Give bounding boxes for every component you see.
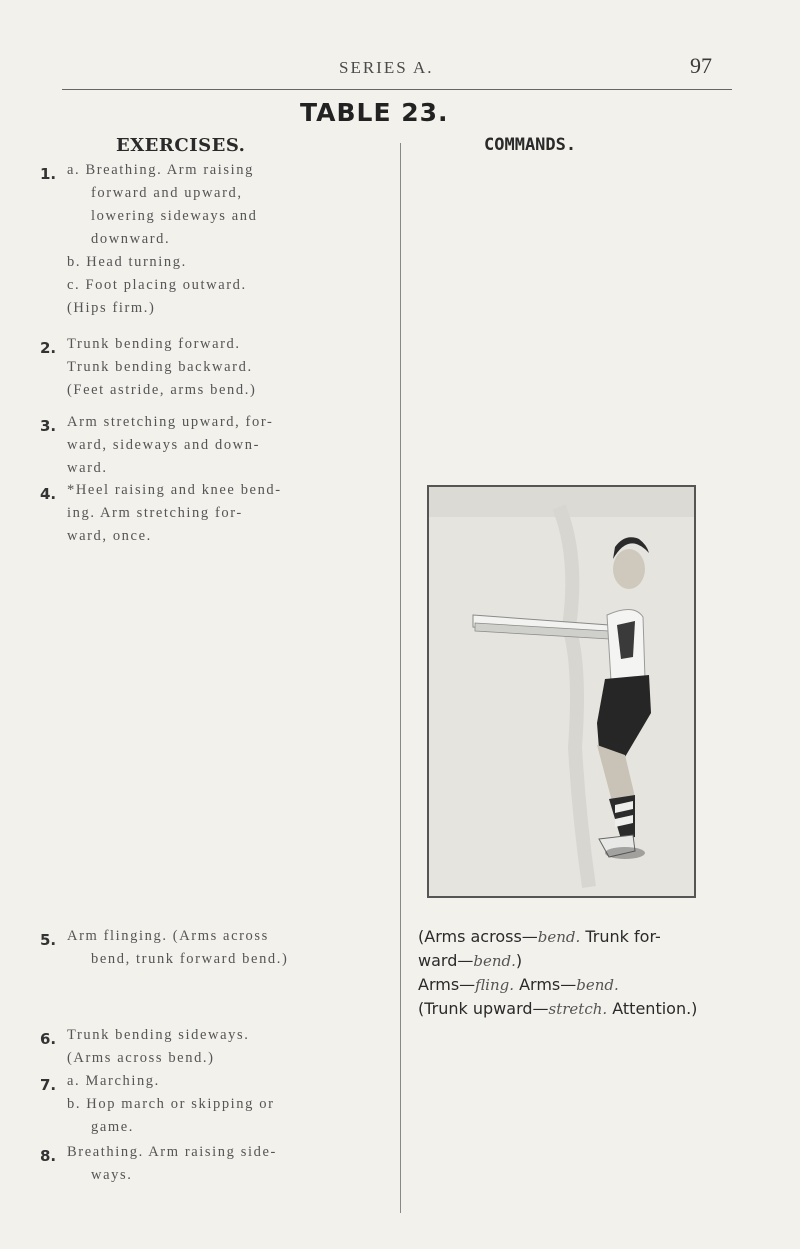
command-emphasis: bend.	[576, 976, 619, 994]
exercise-line: game.	[91, 1119, 135, 1135]
exercise-number: 1.	[40, 165, 57, 183]
exercise-line: a. Marching.	[67, 1073, 160, 1089]
exercise-line: lowering sideways and	[91, 208, 258, 224]
command-text: ward—	[418, 951, 474, 970]
command-text: Arms—	[418, 975, 476, 994]
exercise-number: 4.	[40, 485, 57, 503]
exercise-line: ways.	[91, 1167, 133, 1183]
column-divider	[400, 143, 401, 1213]
command-emphasis: bend.	[537, 928, 581, 946]
command-emphasis: stretch.	[548, 1000, 608, 1018]
exercise-line: c. Foot placing outward.	[67, 277, 247, 293]
exercise-line: (Arms across bend.)	[67, 1050, 215, 1066]
command-line	[418, 951, 522, 970]
command-text: Arms—	[514, 975, 577, 994]
command-text: (Trunk upward—	[418, 999, 549, 1018]
commands-heading: COMMANDS.	[484, 135, 577, 155]
exercise-line: (Feet astride, arms bend.)	[67, 382, 257, 398]
command-line	[418, 999, 697, 1018]
exercise-line: ward.	[67, 460, 108, 476]
exercises-heading: EXERCISES.	[116, 135, 246, 156]
exercise-line: b. Head turning.	[67, 254, 187, 270]
exercise-line: Arm stretching upward, for-	[67, 414, 274, 430]
exercise-line: a. Breathing. Arm raising	[67, 162, 254, 178]
exercise-line: Trunk bending backward.	[67, 359, 253, 375]
exercise-line: downward.	[91, 231, 171, 247]
exercise-photograph	[427, 485, 696, 898]
command-text: Trunk for-	[580, 927, 661, 946]
command-line	[418, 975, 619, 994]
exercise-number: 5.	[40, 931, 57, 949]
command-text: Attention.)	[607, 999, 698, 1018]
header-rule	[62, 89, 732, 90]
exercise-number: 8.	[40, 1147, 57, 1165]
exercise-number: 6.	[40, 1030, 57, 1048]
exercise-line: ward, once.	[67, 528, 152, 544]
exercise-line: Trunk bending forward.	[67, 336, 241, 352]
exercise-line: ing. Arm stretching for-	[67, 505, 243, 521]
exercise-line: forward and upward,	[91, 185, 243, 201]
page-number: 97	[690, 53, 712, 78]
command-text: (Arms across—	[418, 927, 538, 946]
exercise-number: 2.	[40, 339, 57, 357]
exercise-line: *Heel raising and knee bend-	[67, 482, 282, 498]
exercise-line: ward, sideways and down-	[67, 437, 261, 453]
exercise-line: (Hips firm.)	[67, 300, 156, 316]
command-text: )	[515, 951, 523, 970]
exercise-line: Trunk bending sideways.	[67, 1027, 250, 1043]
exercise-line: Breathing. Arm raising side-	[67, 1144, 277, 1160]
exercise-line: Arm flinging. (Arms across	[67, 928, 269, 944]
exercise-line: bend, trunk forward bend.)	[91, 951, 289, 967]
boy-arm-stretching-illustration	[429, 487, 694, 896]
command-emphasis: fling.	[475, 976, 515, 994]
command-line	[418, 927, 661, 946]
table-title: TABLE 23.	[300, 98, 449, 127]
exercise-number: 3.	[40, 417, 57, 435]
exercise-number: 7.	[40, 1076, 57, 1094]
exercise-line: b. Hop march or skipping or	[67, 1096, 275, 1112]
running-head-series: SERIES A.	[339, 58, 434, 77]
command-emphasis: bend.	[473, 952, 516, 970]
